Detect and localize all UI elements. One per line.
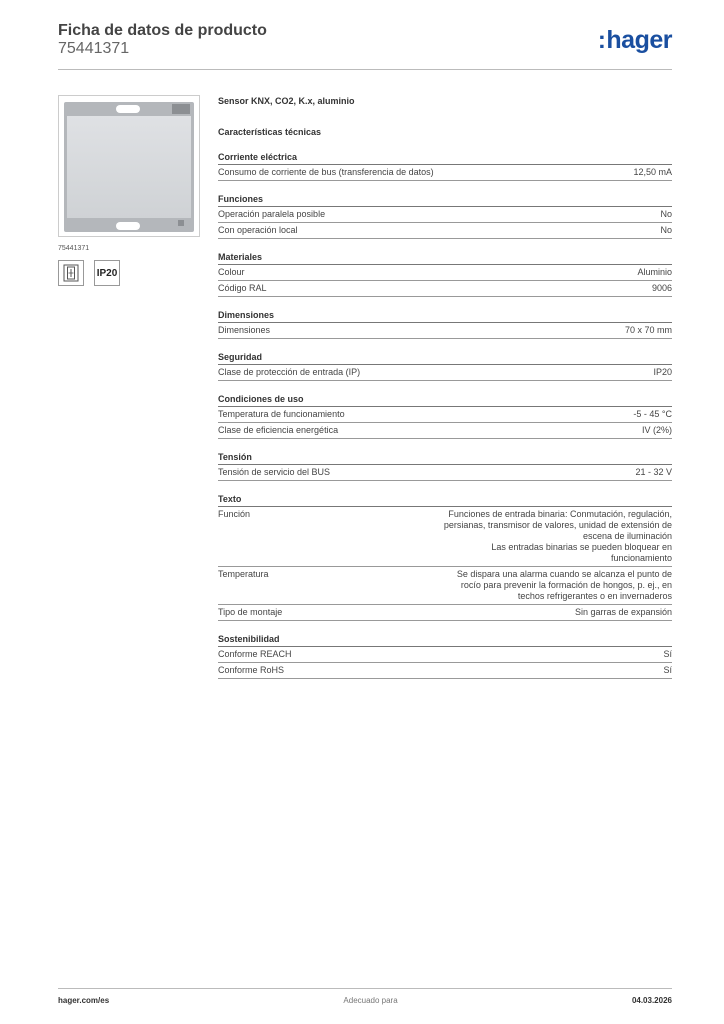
product-number: 75441371 (58, 40, 130, 57)
spec-group (218, 252, 672, 297)
spec-value: No (660, 209, 672, 219)
spec-group (218, 152, 672, 181)
spec-value: Sí (663, 649, 672, 659)
hager-logo: :hager (597, 26, 672, 54)
spec-row (218, 223, 672, 239)
spec-label: Código RAL (218, 283, 267, 293)
section-title: Características técnicas (218, 127, 322, 137)
spec-value: 9006 (651, 283, 672, 293)
spec-label: Colour (218, 267, 245, 277)
spec-row (218, 647, 672, 663)
image-caption: 75441371 (58, 245, 90, 252)
group-title: Seguridad (218, 352, 672, 365)
spec-row (218, 605, 672, 621)
spec-value: IV (2%) (641, 425, 672, 435)
spec-value: Sin garras de expansión (574, 607, 672, 617)
spec-label: Temperatura de funcionamiento (218, 409, 345, 419)
spec-group (218, 352, 672, 381)
spec-label: Clase de eficiencia energética (218, 425, 339, 435)
spec-group (218, 310, 672, 339)
footer-center: Adecuado para (343, 996, 398, 1005)
group-title: Materiales (218, 252, 672, 265)
spec-group (218, 494, 672, 621)
spec-label: Conforme RoHS (218, 665, 285, 675)
group-title: Condiciones de uso (218, 394, 672, 407)
footer-website: hager.com/es (58, 996, 110, 1005)
spec-row (218, 567, 672, 605)
spec-label: Dimensiones (218, 325, 271, 335)
spec-row (218, 465, 672, 481)
group-title: Texto (218, 494, 672, 507)
group-title: Corriente eléctrica (218, 152, 672, 165)
spec-row (218, 507, 672, 567)
spec-row (218, 323, 672, 339)
installation-icon (58, 260, 84, 286)
spec-row (218, 423, 672, 439)
spec-value: Funciones de entrada binaria: Conmutación, regulación, persianas, transmisor de valores, unidad de extensión de escena de iluminación Las entradas binarias se pueden bloquear en funcionamiento (443, 509, 672, 563)
spec-row (218, 365, 672, 381)
spec-label: Tensión de servicio del BUS (218, 467, 331, 477)
spec-row (218, 663, 672, 679)
spec-label: Función (218, 509, 251, 519)
product-name: Sensor KNX, CO2, K.x, aluminio (218, 96, 355, 106)
spec-value: Sí (663, 665, 672, 675)
spec-label: Tipo de montaje (218, 607, 283, 617)
spec-value: Aluminio (637, 267, 672, 277)
group-title: Tensión (218, 452, 672, 465)
group-title: Dimensiones (218, 310, 672, 323)
spec-group (218, 394, 672, 439)
page-header (58, 22, 672, 70)
spec-label: Consumo de corriente de bus (transferencia de datos) (218, 167, 434, 177)
spec-value: Se dispara una alarma cuando se alcanza el punto de rocío para prevenir la formación de hongos, p. ej., en techos refrigerantes o en invernaderos (456, 569, 672, 601)
ip20-badge: IP20 (94, 260, 120, 286)
document-title: Ficha de datos de producto (58, 22, 267, 39)
spec-label: Clase de protección de entrada (IP) (218, 367, 361, 377)
spec-row (218, 281, 672, 297)
spec-label: Conforme REACH (218, 649, 292, 659)
spec-value: 21 - 32 V (635, 467, 672, 477)
spec-row (218, 165, 672, 181)
product-sidebar (58, 95, 200, 286)
spec-value: IP20 (653, 367, 672, 377)
spec-value: 12,50 mA (633, 167, 672, 177)
footer-date: 04.03.2026 (631, 996, 672, 1005)
spec-value: No (660, 225, 672, 235)
spec-label: Operación paralela posible (218, 209, 326, 219)
spec-group (218, 194, 672, 239)
spec-label: Temperatura (218, 569, 269, 579)
spec-value: 70 x 70 mm (624, 325, 672, 335)
spec-group (218, 634, 672, 679)
product-image (58, 95, 200, 237)
spec-groups (218, 152, 672, 679)
spec-row (218, 265, 672, 281)
spec-group (218, 452, 672, 481)
technical-content (218, 96, 672, 679)
group-title: Funciones (218, 194, 672, 207)
spec-value: -5 - 45 °C (633, 409, 672, 419)
spec-label: Con operación local (218, 225, 298, 235)
spec-row (218, 207, 672, 223)
spec-row (218, 407, 672, 423)
page-footer (58, 988, 672, 1005)
group-title: Sostenibilidad (218, 634, 672, 647)
